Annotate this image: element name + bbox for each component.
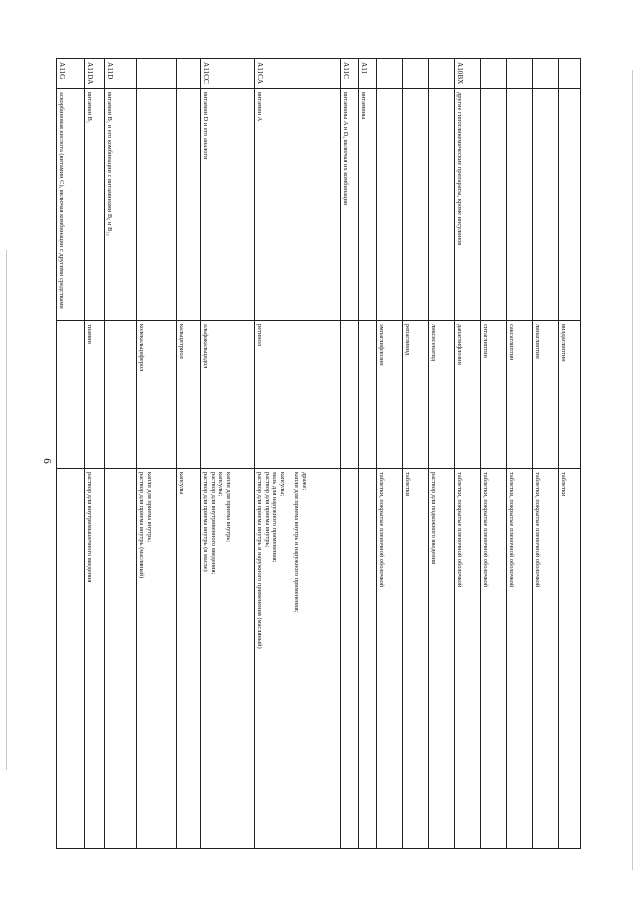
dosage-form: таблетки, покрытые пленочной оболочкой <box>533 469 559 849</box>
table-row <box>137 59 177 849</box>
group-name: витамин A <box>255 89 341 321</box>
dosage-form <box>359 469 377 849</box>
dosage-form: таблетки, покрытые пленочной оболочкой <box>455 469 481 849</box>
inn-name: колекальциферол <box>137 321 177 469</box>
atc-code: A10BX <box>455 59 481 89</box>
dosage-form: таблетки, покрытые пленочной оболочкой <box>377 469 403 849</box>
dosage-form: таблетки, покрытые пленочной оболочкой <box>507 469 533 849</box>
dosage-form: таблетки, покрытые пленочной оболочкой <box>481 469 507 849</box>
group-name <box>481 89 507 321</box>
table-row <box>341 59 359 849</box>
group-name <box>137 89 177 321</box>
inn-name: саксаглиптин <box>507 321 533 469</box>
table-row <box>429 59 455 849</box>
inn-name <box>57 321 85 469</box>
table-row <box>481 59 507 849</box>
table-row <box>455 59 481 849</box>
dosage-form: таблетки <box>403 469 429 849</box>
table-row <box>533 59 559 849</box>
scan-edge-right <box>632 70 633 870</box>
group-name: аскорбиновая кислота (витамин C), включая комбинации с другими средствами <box>57 89 85 321</box>
table-row <box>507 59 533 849</box>
scan-edge-left <box>6 250 7 770</box>
inn-name <box>359 321 377 469</box>
inn-name: ретинол <box>255 321 341 469</box>
table-row <box>255 59 341 849</box>
inn-name: альфакальцидол <box>201 321 255 469</box>
group-name <box>559 89 581 321</box>
atc-code <box>177 59 201 89</box>
dosage-form: раствор для подкожного введения <box>429 469 455 849</box>
table-row <box>57 59 85 849</box>
table-row <box>359 59 377 849</box>
inn-name: кальцитриол <box>177 321 201 469</box>
dosage-form <box>105 469 137 849</box>
inn-name: репаглинид <box>403 321 429 469</box>
inn-name: вилдаглиптин <box>559 321 581 469</box>
group-name: витамин B₁ и его комбинации с витаминами B₆ и B₁₂ <box>105 89 137 321</box>
group-name: другие гипогликемические препараты, кроме инсулинов <box>455 89 481 321</box>
atc-code: A11C <box>341 59 359 89</box>
atc-code: A11CC <box>201 59 255 89</box>
atc-code <box>481 59 507 89</box>
atc-code: A11CA <box>255 59 341 89</box>
table-row <box>85 59 105 849</box>
dosage-form: раствор для внутримышечного введения <box>85 469 105 849</box>
atc-code <box>403 59 429 89</box>
page-number: 6 <box>40 458 53 464</box>
table-row <box>177 59 201 849</box>
atc-code <box>137 59 177 89</box>
atc-code: A11G <box>57 59 85 89</box>
atc-code: A11 <box>359 59 377 89</box>
table-row <box>559 59 581 849</box>
dosage-form: драже; капли для приема внутрь и наружного применения; капсулы; мазь для наружного применения; раствор для приема внутрь; раствор для приема внутрь и наружного применения (масляный) <box>255 469 341 849</box>
inn-name: ликсисенатид <box>429 321 455 469</box>
group-name <box>177 89 201 321</box>
drug-table <box>56 58 581 849</box>
group-name: витамин B₁ <box>85 89 105 321</box>
dosage-form <box>341 469 359 849</box>
atc-code <box>507 59 533 89</box>
inn-name <box>105 321 137 469</box>
dosage-form: капсулы <box>177 469 201 849</box>
table-row <box>201 59 255 849</box>
table-row <box>105 59 137 849</box>
table-row <box>403 59 429 849</box>
dosage-form: таблетки <box>559 469 581 849</box>
atc-code: A11DA <box>85 59 105 89</box>
atc-code <box>559 59 581 89</box>
group-name: витамины A и D, включая их комбинации <box>341 89 359 321</box>
inn-name <box>341 321 359 469</box>
dosage-form <box>57 469 85 849</box>
table-frame <box>58 58 581 848</box>
group-name <box>533 89 559 321</box>
atc-code <box>377 59 403 89</box>
inn-name: ситаглиптин <box>481 321 507 469</box>
group-name <box>403 89 429 321</box>
table-row <box>377 59 403 849</box>
atc-code <box>533 59 559 89</box>
inn-name: дапаглифлозин <box>455 321 481 469</box>
rotated-table-container <box>58 58 581 848</box>
group-name: витамины <box>359 89 377 321</box>
dosage-form: капли для приема внутрь; капсулы; раствор для внутривенного введения; раствор для приема внутрь (в масле) <box>201 469 255 849</box>
inn-name: линаглиптин <box>533 321 559 469</box>
atc-code <box>429 59 455 89</box>
atc-code: A11D <box>105 59 137 89</box>
group-name <box>507 89 533 321</box>
inn-name: тиамин <box>85 321 105 469</box>
inn-name: эмпаглифлозин <box>377 321 403 469</box>
group-name: витамин D и его аналоги <box>201 89 255 321</box>
dosage-form: капли для приема внутрь; раствор для приема внутрь (масляный) <box>137 469 177 849</box>
group-name <box>429 89 455 321</box>
group-name <box>377 89 403 321</box>
